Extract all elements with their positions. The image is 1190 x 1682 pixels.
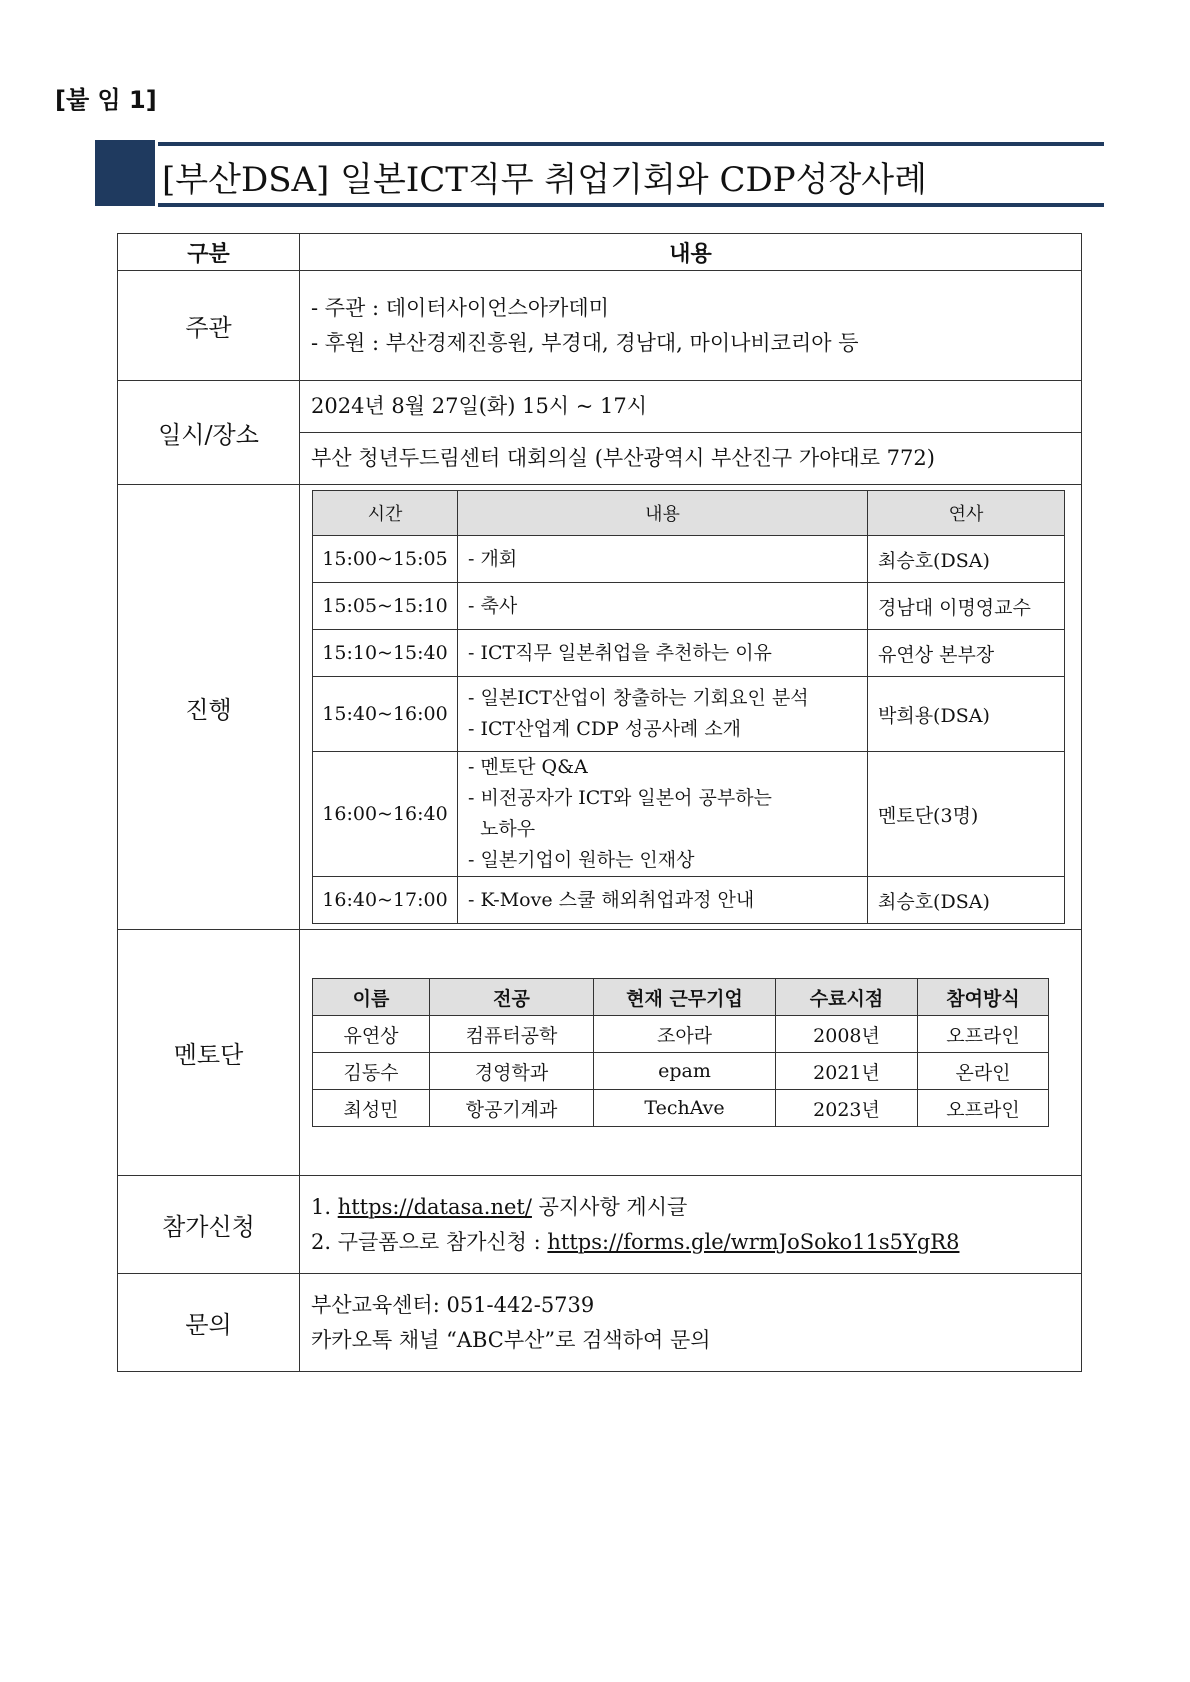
schedule-row [313,877,1065,924]
schedule-row [313,630,1065,677]
mentor-completion: 2023년 [776,1090,918,1127]
schedule-speaker: 경남대 이명영교수 [868,583,1065,630]
schedule-time: 16:40~17:00 [313,877,458,924]
mentor-header-major: 전공 [430,979,594,1016]
program-cell [300,485,1082,930]
schedule-table [312,490,1065,924]
schedule-row [313,583,1065,630]
schedule-desc [458,677,868,752]
schedule-header-speaker: 연사 [868,491,1065,536]
schedule-row [313,677,1065,752]
organizer-content [300,271,1082,381]
organizer-label: 주관 [118,271,300,381]
schedule-desc-line: - ICT산업계 CDP 성공사례 소개 [468,718,742,740]
registration-item-2 [311,1225,1081,1260]
registration-content [300,1176,1082,1274]
mentor-mode: 오프라인 [918,1016,1049,1053]
inquiry-phone: 부산교육센터: 051-442-5739 [311,1292,595,1317]
schedule-time: 15:40~16:00 [313,677,458,752]
mentor-header-name: 이름 [313,979,430,1016]
inquiry-kakao: 카카오톡 채널 “ABC부산”로 검색하여 문의 [311,1327,711,1352]
mentors-label: 멘토단 [118,930,300,1176]
info-table [117,233,1082,1372]
schedule-time: 15:10~15:40 [313,630,458,677]
schedule-desc-line: - 멘토단 Q&A [468,756,588,778]
mentor-mode: 온라인 [918,1053,1049,1090]
schedule-desc [458,583,868,630]
mentor-major: 경영학과 [430,1053,594,1090]
schedule-desc-line: - K-Move 스쿨 해외취업과정 안내 [468,888,755,911]
mentor-row [313,1053,1049,1090]
mentor-name: 최성민 [313,1090,430,1127]
mentor-completion: 2008년 [776,1016,918,1053]
mentor-name: 김동수 [313,1053,430,1090]
schedule-desc-line: - 축사 [468,594,518,617]
title-bottom-rule [158,203,1104,207]
schedule-row [313,752,1065,877]
registration-item-2-prefix: 2. 구글폼으로 참가신청 : [311,1229,548,1254]
header-content: 내용 [300,234,1082,271]
schedule-desc [458,752,868,877]
schedule-desc-line: - 비전공자가 ICT와 일본어 공부하는 [468,787,772,809]
schedule-speaker: 최승호(DSA) [868,536,1065,583]
organizer-line: - 주관 : 데이터사이언스아카데미 [311,295,609,320]
mentor-header-mode: 참여방식 [918,979,1049,1016]
schedule-desc [458,630,868,677]
mentor-row [313,1090,1049,1127]
event-place [300,433,1082,485]
schedule-speaker: 유연상 본부장 [868,630,1065,677]
schedule-row [313,536,1065,583]
mentor-company: 조아라 [594,1016,776,1053]
mentor-name: 유연상 [313,1016,430,1053]
page-title: [부산DSA] 일본ICT직무 취업기회와 CDP성장사례 [162,160,927,200]
mentor-completion: 2021년 [776,1053,918,1090]
title-top-rule [158,142,1104,146]
schedule-speaker: 멘토단(3명) [868,752,1065,877]
schedule-desc-line: - ICT직무 일본취업을 추천하는 이유 [468,641,772,664]
sponsor-line: - 후원 : 부산경제진흥원, 부경대, 경남대, 마이나비코리아 등 [311,330,859,355]
inquiry-label: 문의 [118,1274,300,1372]
event-date-text: 2024년 8월 27일(화) 15시 ~ 17시 [311,394,648,418]
registration-item-1-suffix: 공지사항 게시글 [531,1194,688,1219]
mentors-cell [300,930,1082,1176]
schedule-speaker: 최승호(DSA) [868,877,1065,924]
schedule-time: 16:00~16:40 [313,752,458,877]
inquiry-content [300,1274,1082,1372]
registration-label: 참가신청 [118,1176,300,1274]
mentor-header-completion: 수료시점 [776,979,918,1016]
schedule-header-time: 시간 [313,491,458,536]
event-date [300,381,1082,433]
registration-item-1 [311,1190,1081,1225]
schedule-time: 15:00~15:05 [313,536,458,583]
attachment-label: [붙 임 1] [55,86,157,114]
program-label: 진행 [118,485,300,930]
mentor-table [312,978,1049,1127]
header-category: 구분 [118,234,300,271]
datetime-label: 일시/장소 [118,381,300,485]
mentor-header-company: 현재 근무기업 [594,979,776,1016]
mentor-mode: 오프라인 [918,1090,1049,1127]
registration-item-1-prefix: 1. [311,1194,338,1219]
event-place-text: 부산 청년두드림센터 대회의실 (부산광역시 부산진구 가야대로 772) [311,446,935,470]
schedule-desc [458,877,868,924]
mentor-major: 항공기계과 [430,1090,594,1127]
schedule-header-content: 내용 [458,491,868,536]
schedule-desc [458,536,868,583]
schedule-speaker: 박희용(DSA) [868,677,1065,752]
title-accent-block [95,140,155,206]
schedule-desc-line: - 일본기업이 원하는 인재상 [468,849,695,871]
schedule-time: 15:05~15:10 [313,583,458,630]
mentor-major: 컴퓨터공학 [430,1016,594,1053]
schedule-desc-line: - 개회 [468,547,518,570]
datasa-link[interactable]: https://datasa.net/ [337,1194,532,1219]
mentor-company: epam [594,1053,776,1090]
mentor-row [313,1016,1049,1053]
mentor-company: TechAve [594,1090,776,1127]
google-form-link[interactable]: https://forms.gle/wrmJoSoko11s5YgR8 [547,1229,960,1254]
schedule-desc-line: 노하우 [468,818,536,840]
schedule-desc-line: - 일본ICT산업이 창출하는 기회요인 분석 [468,687,809,709]
